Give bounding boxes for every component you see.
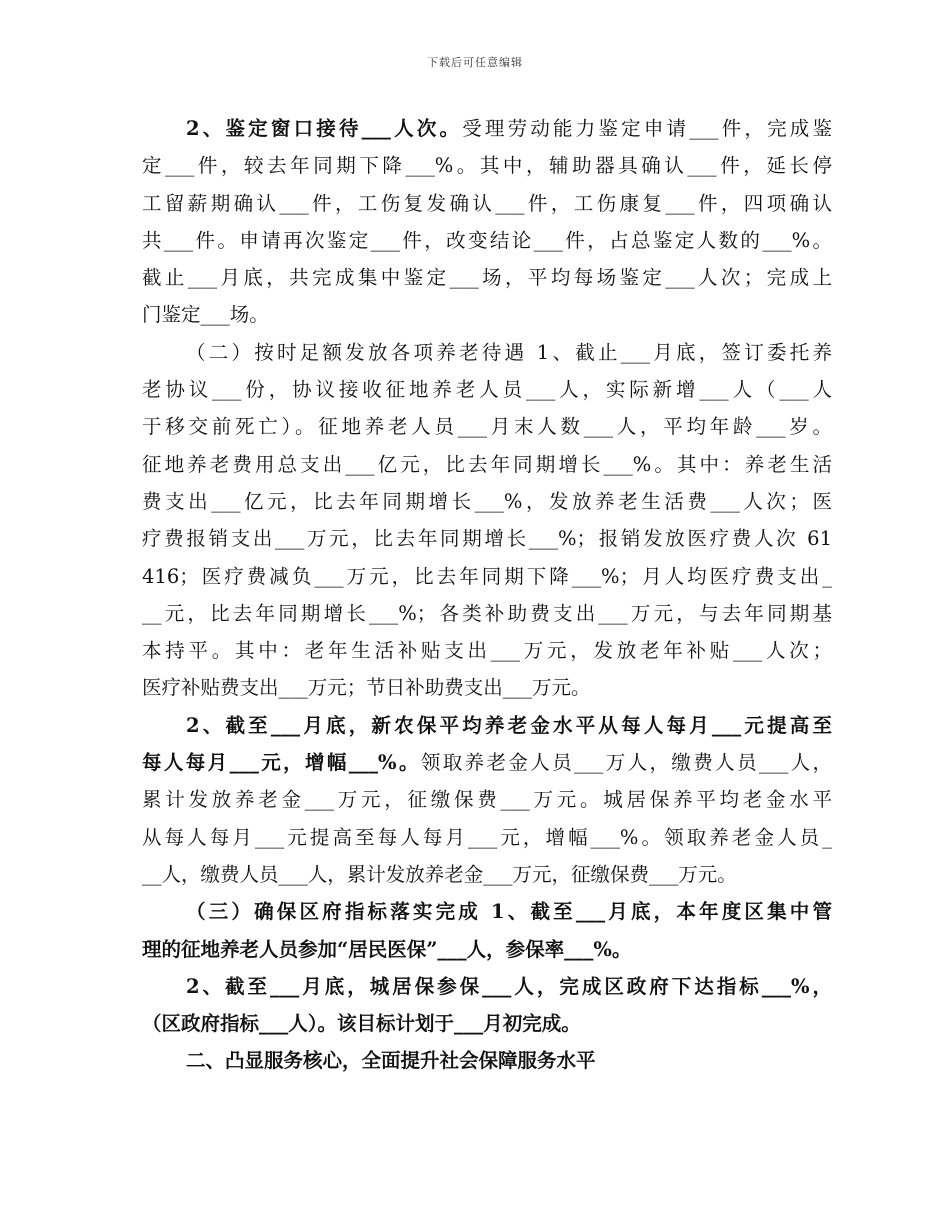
text-line: 2、截至___月底，城居保参保___人，完成区政府下达指标___%， (186, 974, 832, 998)
text-line: （区政府指标___人）。该目标计划于___月初完成。 (142, 1012, 581, 1036)
text-line: 疗费报销支出___万元，比去年同期增长___%；报销发放医疗费人次 61 (142, 527, 832, 551)
bold-lead: 2、鉴定窗口接待___人次。 (186, 117, 463, 140)
text-line: 二、凸显服务核心，全面提升社会保障服务水平 (186, 1049, 596, 1073)
text-line: 2、鉴定窗口接待___人次。受理劳动能力鉴定申请___件，完成鉴 (186, 117, 832, 140)
bold-lead: 每人每月___元，增幅___%。 (142, 751, 421, 775)
text-line: 截止___月底，共完成集中鉴定___场，平均每场鉴定___人次；完成上 (142, 266, 832, 290)
text-line: （三）确保区府指标落实完成 1、截至___月底，本年度区集中管 (186, 900, 832, 924)
text-line: 从每人每月___元提高至每人每月___元，增幅___%。领取养老金人员_ (142, 825, 832, 849)
text-line: 门鉴定___场。 (142, 303, 269, 327)
text-line: 工留薪期确认___件，工伤复发确认___件，工伤康复___件，四项确认 (142, 191, 832, 215)
text-line: __元，比去年同期增长___%；各类补助费支出___万元，与去年同期基 (142, 601, 832, 625)
text-line: 本持平。其中：老年生活补贴支出___万元，发放老年补贴___人次； (142, 639, 832, 663)
text-line: 共___件。申请再次鉴定___件，改变结论___件，占总鉴定人数的___%。 (142, 228, 832, 252)
text-line: 医疗补贴费支出___万元；节日补助费支出___万元。 (142, 676, 591, 700)
text-line: 理的征地养老人员参加“居民医保”___人，参保率___%。 (142, 937, 632, 961)
text-line: 费支出___亿元，比去年同期增长___%，发放养老生活费___人次；医 (142, 489, 832, 513)
text-line: 2、截至___月底，新农保平均养老金水平从每人每月___元提高至 (186, 713, 832, 737)
text-line: 定___件，较去年同期下降___%。其中，辅助器具确认___件，延长停 (142, 154, 832, 178)
text-line: 累计发放养老金___万元，征缴保费___万元。城居保养平均老金水平 (142, 788, 832, 812)
page-header: 下载后可任意编辑 (427, 56, 523, 69)
text-line: 于移交前死亡）。征地养老人员___月末人数___人，平均年龄___岁。 (142, 415, 832, 439)
document-body (142, 110, 832, 1080)
text-line: 征地养老费用总支出___亿元，比去年同期增长___%。其中：养老生活 (142, 452, 832, 476)
text-line: 每人每月___元，增幅___%。领取养老金人员___万人，缴费人员___人， (142, 751, 832, 775)
text-line: 老协议___份，协议接收征地养老人员___人，实际新增___人（___人 (142, 378, 832, 402)
text-line: __人，缴费人员___人，累计发放养老金___万元，征缴保费___万元。 (142, 862, 737, 886)
text-line: 416；医疗费减负___万元，比去年同期下降___%；月人均医疗费支出_ (142, 564, 832, 588)
text-line: （二）按时足额发放各项养老待遇 1、截止___月底，签订委托养 (186, 340, 832, 364)
